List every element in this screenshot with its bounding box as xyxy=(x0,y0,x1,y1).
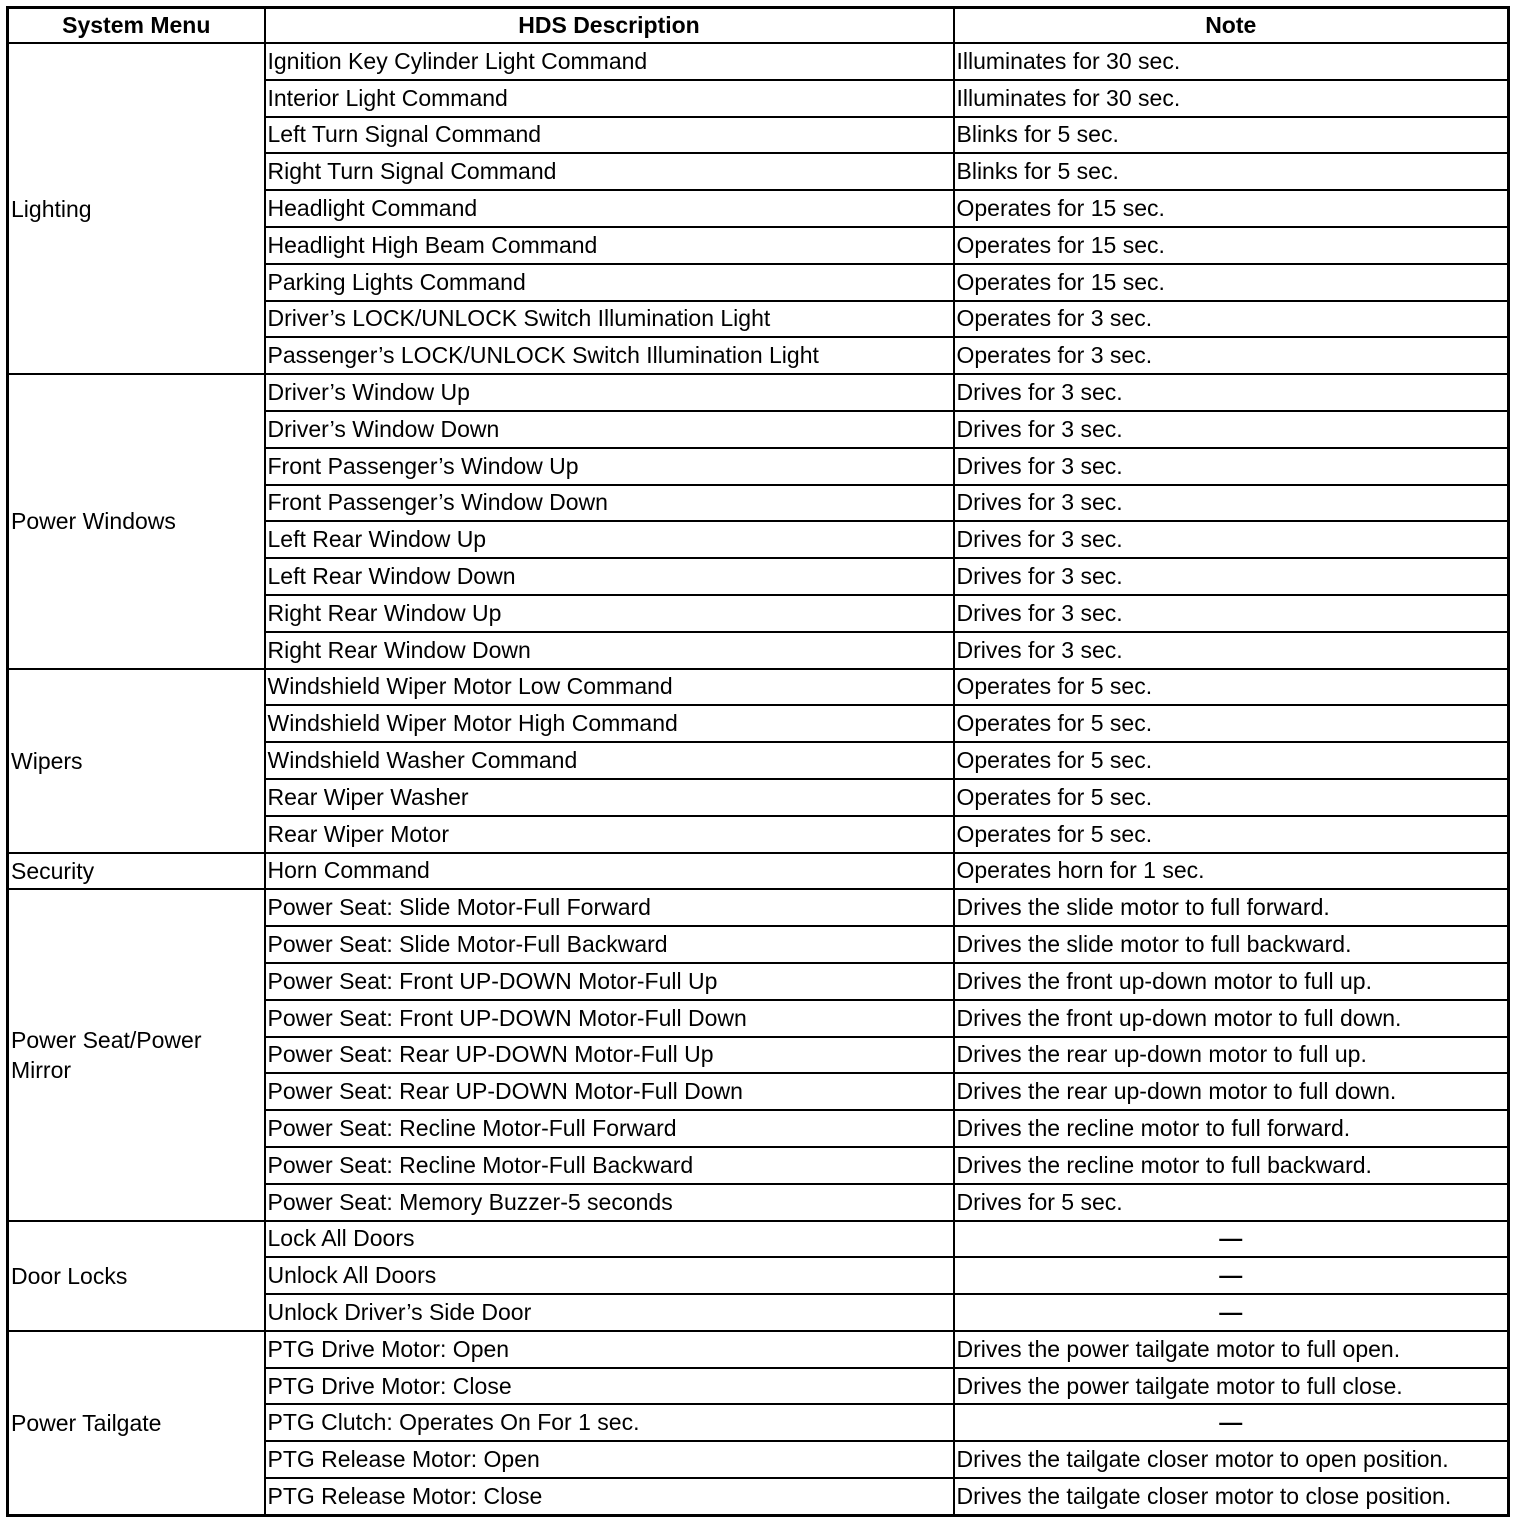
hds-description-cell: Power Seat: Recline Motor-Full Forward xyxy=(265,1110,954,1147)
note-cell: Operates for 5 sec. xyxy=(954,816,1509,853)
table-row xyxy=(8,1221,1509,1258)
note-cell: Drives for 3 sec. xyxy=(954,521,1509,558)
note-cell: Drives the front up-down motor to full up. xyxy=(954,963,1509,1000)
note-cell: Illuminates for 30 sec. xyxy=(954,80,1509,117)
hds-description-cell: Parking Lights Command xyxy=(265,264,954,301)
hds-description-cell: Interior Light Command xyxy=(265,80,954,117)
note-cell: Operates for 5 sec. xyxy=(954,742,1509,779)
system-menu-cell: Wipers xyxy=(8,669,265,853)
note-cell: — xyxy=(954,1257,1509,1294)
hds-description-cell: Front Passenger’s Window Up xyxy=(265,448,954,485)
table-row xyxy=(8,669,1509,706)
note-cell: Illuminates for 30 sec. xyxy=(954,43,1509,80)
system-menu-cell: Power Seat/Power Mirror xyxy=(8,889,265,1220)
hds-description-cell: Right Rear Window Up xyxy=(265,595,954,632)
hds-description-cell: Power Seat: Front UP-DOWN Motor-Full Down xyxy=(265,1000,954,1037)
table-row xyxy=(8,1331,1509,1368)
note-cell: Operates for 5 sec. xyxy=(954,669,1509,706)
note-cell: Drives for 5 sec. xyxy=(954,1184,1509,1221)
hds-description-cell: Ignition Key Cylinder Light Command xyxy=(265,43,954,80)
note-cell: Drives for 3 sec. xyxy=(954,558,1509,595)
note-cell: Drives the recline motor to full forward. xyxy=(954,1110,1509,1147)
hds-description-cell: Windshield Wiper Motor High Command xyxy=(265,705,954,742)
hds-description-cell: Right Turn Signal Command xyxy=(265,153,954,190)
note-cell: Drives the tailgate closer motor to open position. xyxy=(954,1441,1509,1478)
note-cell: Drives for 3 sec. xyxy=(954,485,1509,522)
hds-description-cell: Driver’s Window Up xyxy=(265,374,954,411)
hds-description-cell: Left Rear Window Down xyxy=(265,558,954,595)
hds-description-cell: Unlock Driver’s Side Door xyxy=(265,1294,954,1331)
note-cell: Drives the slide motor to full forward. xyxy=(954,889,1509,926)
hds-description-cell: Power Seat: Recline Motor-Full Backward xyxy=(265,1147,954,1184)
note-cell: Operates for 3 sec. xyxy=(954,337,1509,374)
note-cell: Drives the power tailgate motor to full close. xyxy=(954,1368,1509,1405)
table-body xyxy=(8,43,1509,1515)
table-row xyxy=(8,853,1509,890)
note-cell: Operates for 5 sec. xyxy=(954,705,1509,742)
note-cell: Drives for 3 sec. xyxy=(954,448,1509,485)
system-menu-cell: Power Windows xyxy=(8,374,265,668)
hds-description-cell: Unlock All Doors xyxy=(265,1257,954,1294)
note-cell: Blinks for 5 sec. xyxy=(954,153,1509,190)
note-cell: Drives the recline motor to full backward. xyxy=(954,1147,1509,1184)
note-cell: Drives for 3 sec. xyxy=(954,595,1509,632)
system-menu-cell: Security xyxy=(8,853,265,890)
note-cell: Drives the tailgate closer motor to close position. xyxy=(954,1478,1509,1515)
header-hds-description: HDS Description xyxy=(265,8,954,44)
hds-description-cell: Horn Command xyxy=(265,853,954,890)
note-cell: Blinks for 5 sec. xyxy=(954,117,1509,154)
hds-description-cell: Power Seat: Memory Buzzer-5 seconds xyxy=(265,1184,954,1221)
hds-description-cell: Power Seat: Rear UP-DOWN Motor-Full Up xyxy=(265,1037,954,1074)
hds-description-cell: Windshield Wiper Motor Low Command xyxy=(265,669,954,706)
hds-description-cell: Left Rear Window Up xyxy=(265,521,954,558)
table-row xyxy=(8,374,1509,411)
note-cell: Drives for 3 sec. xyxy=(954,411,1509,448)
header-system-menu: System Menu xyxy=(8,8,265,44)
hds-description-cell: Rear Wiper Washer xyxy=(265,779,954,816)
hds-description-cell: Power Seat: Front UP-DOWN Motor-Full Up xyxy=(265,963,954,1000)
hds-description-cell: Right Rear Window Down xyxy=(265,632,954,669)
hds-description-cell: Rear Wiper Motor xyxy=(265,816,954,853)
note-cell: Drives the rear up-down motor to full down. xyxy=(954,1073,1509,1110)
note-cell: Drives the power tailgate motor to full open. xyxy=(954,1331,1509,1368)
note-cell: Operates horn for 1 sec. xyxy=(954,853,1509,890)
hds-description-cell: PTG Drive Motor: Close xyxy=(265,1368,954,1405)
system-menu-cell: Lighting xyxy=(8,43,265,374)
hds-description-cell: Power Seat: Slide Motor-Full Backward xyxy=(265,926,954,963)
note-cell: Drives the rear up-down motor to full up. xyxy=(954,1037,1509,1074)
note-cell: Operates for 3 sec. xyxy=(954,301,1509,338)
note-cell: Drives the slide motor to full backward. xyxy=(954,926,1509,963)
hds-description-cell: PTG Drive Motor: Open xyxy=(265,1331,954,1368)
header-row xyxy=(8,8,1509,44)
system-menu-cell: Power Tailgate xyxy=(8,1331,265,1515)
note-cell: Operates for 15 sec. xyxy=(954,264,1509,301)
hds-description-cell: Front Passenger’s Window Down xyxy=(265,485,954,522)
note-cell: Operates for 15 sec. xyxy=(954,227,1509,264)
note-cell: Operates for 5 sec. xyxy=(954,779,1509,816)
hds-function-table xyxy=(6,6,1510,1517)
hds-description-cell: PTG Clutch: Operates On For 1 sec. xyxy=(265,1404,954,1441)
hds-description-cell: PTG Release Motor: Close xyxy=(265,1478,954,1515)
hds-description-cell: Power Seat: Slide Motor-Full Forward xyxy=(265,889,954,926)
note-cell: Operates for 15 sec. xyxy=(954,190,1509,227)
hds-description-cell: Headlight Command xyxy=(265,190,954,227)
hds-description-cell: Windshield Washer Command xyxy=(265,742,954,779)
table-row xyxy=(8,43,1509,80)
note-cell: Drives for 3 sec. xyxy=(954,374,1509,411)
hds-description-cell: Driver’s Window Down xyxy=(265,411,954,448)
note-cell: — xyxy=(954,1221,1509,1258)
hds-description-cell: Left Turn Signal Command xyxy=(265,117,954,154)
note-cell: Drives the front up-down motor to full down. xyxy=(954,1000,1509,1037)
hds-description-cell: Power Seat: Rear UP-DOWN Motor-Full Down xyxy=(265,1073,954,1110)
hds-description-cell: Headlight High Beam Command xyxy=(265,227,954,264)
hds-description-cell: Lock All Doors xyxy=(265,1221,954,1258)
hds-description-cell: PTG Release Motor: Open xyxy=(265,1441,954,1478)
note-cell: — xyxy=(954,1294,1509,1331)
note-cell: Drives for 3 sec. xyxy=(954,632,1509,669)
header-note: Note xyxy=(954,8,1509,44)
hds-description-cell: Passenger’s LOCK/UNLOCK Switch Illumination Light xyxy=(265,337,954,374)
note-cell: — xyxy=(954,1404,1509,1441)
hds-description-cell: Driver’s LOCK/UNLOCK Switch Illumination Light xyxy=(265,301,954,338)
system-menu-cell: Door Locks xyxy=(8,1221,265,1331)
table-row xyxy=(8,889,1509,926)
